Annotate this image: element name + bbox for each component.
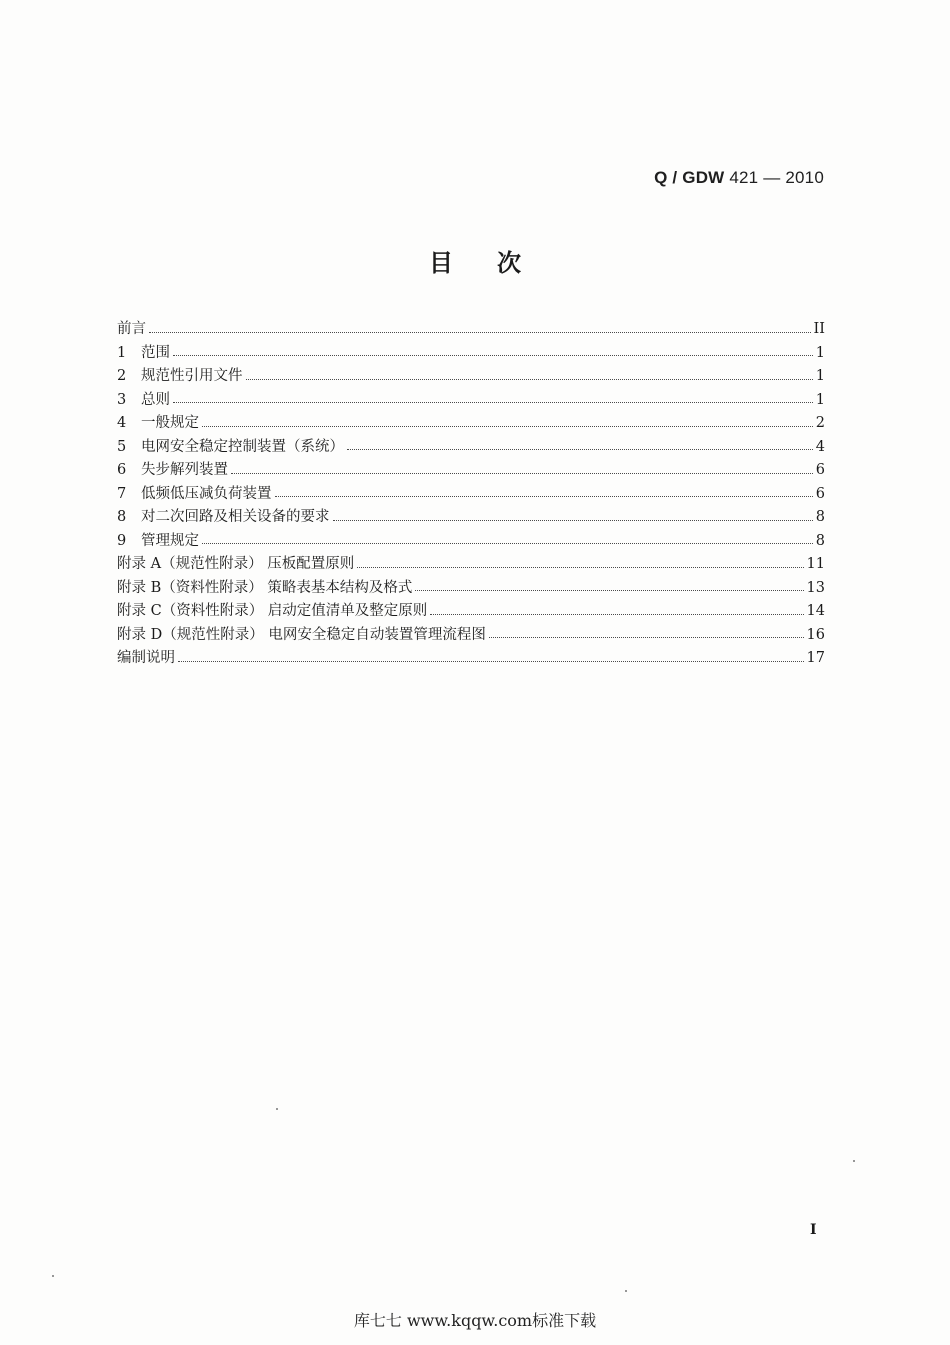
scan-speck [853, 1160, 855, 1162]
toc-entry-label: 附录 D（规范性附录） 电网安全稳定自动装置管理流程图 [117, 626, 486, 643]
toc-entry[interactable] [117, 624, 825, 648]
toc-entry-label: 编制说明 [117, 650, 175, 666]
toc-entry[interactable] [117, 365, 825, 389]
toc-leader-dots [178, 660, 804, 662]
footer-watermark: 库七七 www.kqqw.com标准下载 [353, 1311, 597, 1330]
page-number: I [810, 1222, 817, 1238]
toc-entry-number: 2 [117, 368, 127, 384]
toc-entry-label: 低频低压减负荷装置 [141, 485, 272, 502]
toc-entry[interactable] [117, 483, 825, 507]
toc-entry-label: 总则 [141, 391, 170, 408]
toc-leader-dots [246, 378, 813, 380]
toc-entry-label: 附录 B（资料性附录） 策略表基本结构及格式 [117, 579, 413, 596]
toc-leader-dots [149, 331, 811, 333]
toc-entry-page: 1 [815, 391, 825, 408]
toc-entry-page: 14 [806, 603, 825, 619]
toc-entry-number: 7 [117, 485, 127, 502]
toc-entry-number: 9 [117, 532, 127, 549]
toc-entry-page: 8 [815, 509, 825, 525]
table-of-contents [117, 318, 825, 671]
toc-leader-dots [347, 448, 813, 450]
toc-title: 目次 [429, 249, 565, 277]
toc-leader-dots [173, 401, 813, 403]
toc-entry-label: 范围 [141, 344, 170, 361]
toc-entry-page: 1 [815, 368, 825, 384]
scan-speck [276, 1108, 278, 1110]
toc-leader-dots [430, 613, 803, 615]
toc-leader-dots [202, 542, 813, 544]
toc-leader-dots [333, 519, 813, 521]
toc-entry-number: 6 [117, 462, 127, 478]
toc-entry[interactable] [117, 342, 825, 366]
toc-leader-dots [275, 495, 813, 497]
toc-entry-label: 附录 A（规范性附录） 压板配置原则 [117, 556, 355, 572]
scan-speck [625, 1290, 627, 1292]
toc-entry[interactable] [117, 647, 825, 671]
toc-entry[interactable] [117, 577, 825, 601]
toc-leader-dots [489, 636, 804, 638]
toc-entry[interactable] [117, 436, 825, 460]
toc-entry-page: 13 [806, 579, 825, 596]
toc-entry-page: 11 [806, 556, 825, 572]
toc-entry-label: 对二次回路及相关设备的要求 [141, 509, 330, 525]
standard-code-prefix: Q / GDW [654, 168, 725, 187]
toc-entry-page: 16 [806, 626, 825, 643]
toc-entry[interactable] [117, 506, 825, 530]
toc-leader-dots [357, 566, 803, 568]
toc-entry[interactable] [117, 412, 825, 436]
toc-entry-page: 8 [815, 532, 825, 549]
toc-entry-page: II [813, 321, 825, 337]
toc-entry-number: 4 [117, 415, 127, 431]
toc-entry-page: 4 [815, 438, 825, 455]
toc-entry[interactable] [117, 530, 825, 554]
toc-entry-number: 1 [117, 344, 127, 361]
toc-entry-label: 规范性引用文件 [141, 368, 243, 384]
toc-entry-number: 8 [117, 509, 127, 525]
toc-entry-page: 6 [815, 462, 825, 478]
toc-entry-label: 附录 C（资料性附录） 启动定值清单及整定原则 [117, 603, 428, 619]
toc-entry-label: 管理规定 [141, 532, 199, 549]
toc-entry[interactable] [117, 318, 825, 342]
toc-leader-dots [202, 425, 813, 427]
toc-entry-page: 2 [815, 415, 825, 431]
toc-entry-page: 17 [806, 650, 825, 666]
standard-code [654, 168, 824, 188]
toc-entry-label: 一般规定 [141, 415, 199, 431]
toc-entry[interactable] [117, 553, 825, 577]
toc-leader-dots [415, 589, 803, 591]
toc-entry[interactable] [117, 600, 825, 624]
toc-entry-page: 6 [815, 485, 825, 502]
toc-entry-label: 失步解列装置 [141, 462, 228, 478]
toc-entry-number: 3 [117, 391, 127, 408]
toc-entry-label: 前言 [117, 321, 146, 337]
toc-leader-dots [173, 354, 813, 356]
toc-entry-number: 5 [117, 438, 127, 455]
scan-speck [52, 1275, 54, 1277]
toc-entry-page: 1 [815, 344, 825, 361]
toc-entry-label: 电网安全稳定控制装置（系统） [141, 438, 344, 455]
toc-leader-dots [231, 472, 813, 474]
toc-entry[interactable] [117, 459, 825, 483]
toc-entry[interactable] [117, 389, 825, 413]
standard-code-number: 421 — 2010 [729, 168, 824, 187]
